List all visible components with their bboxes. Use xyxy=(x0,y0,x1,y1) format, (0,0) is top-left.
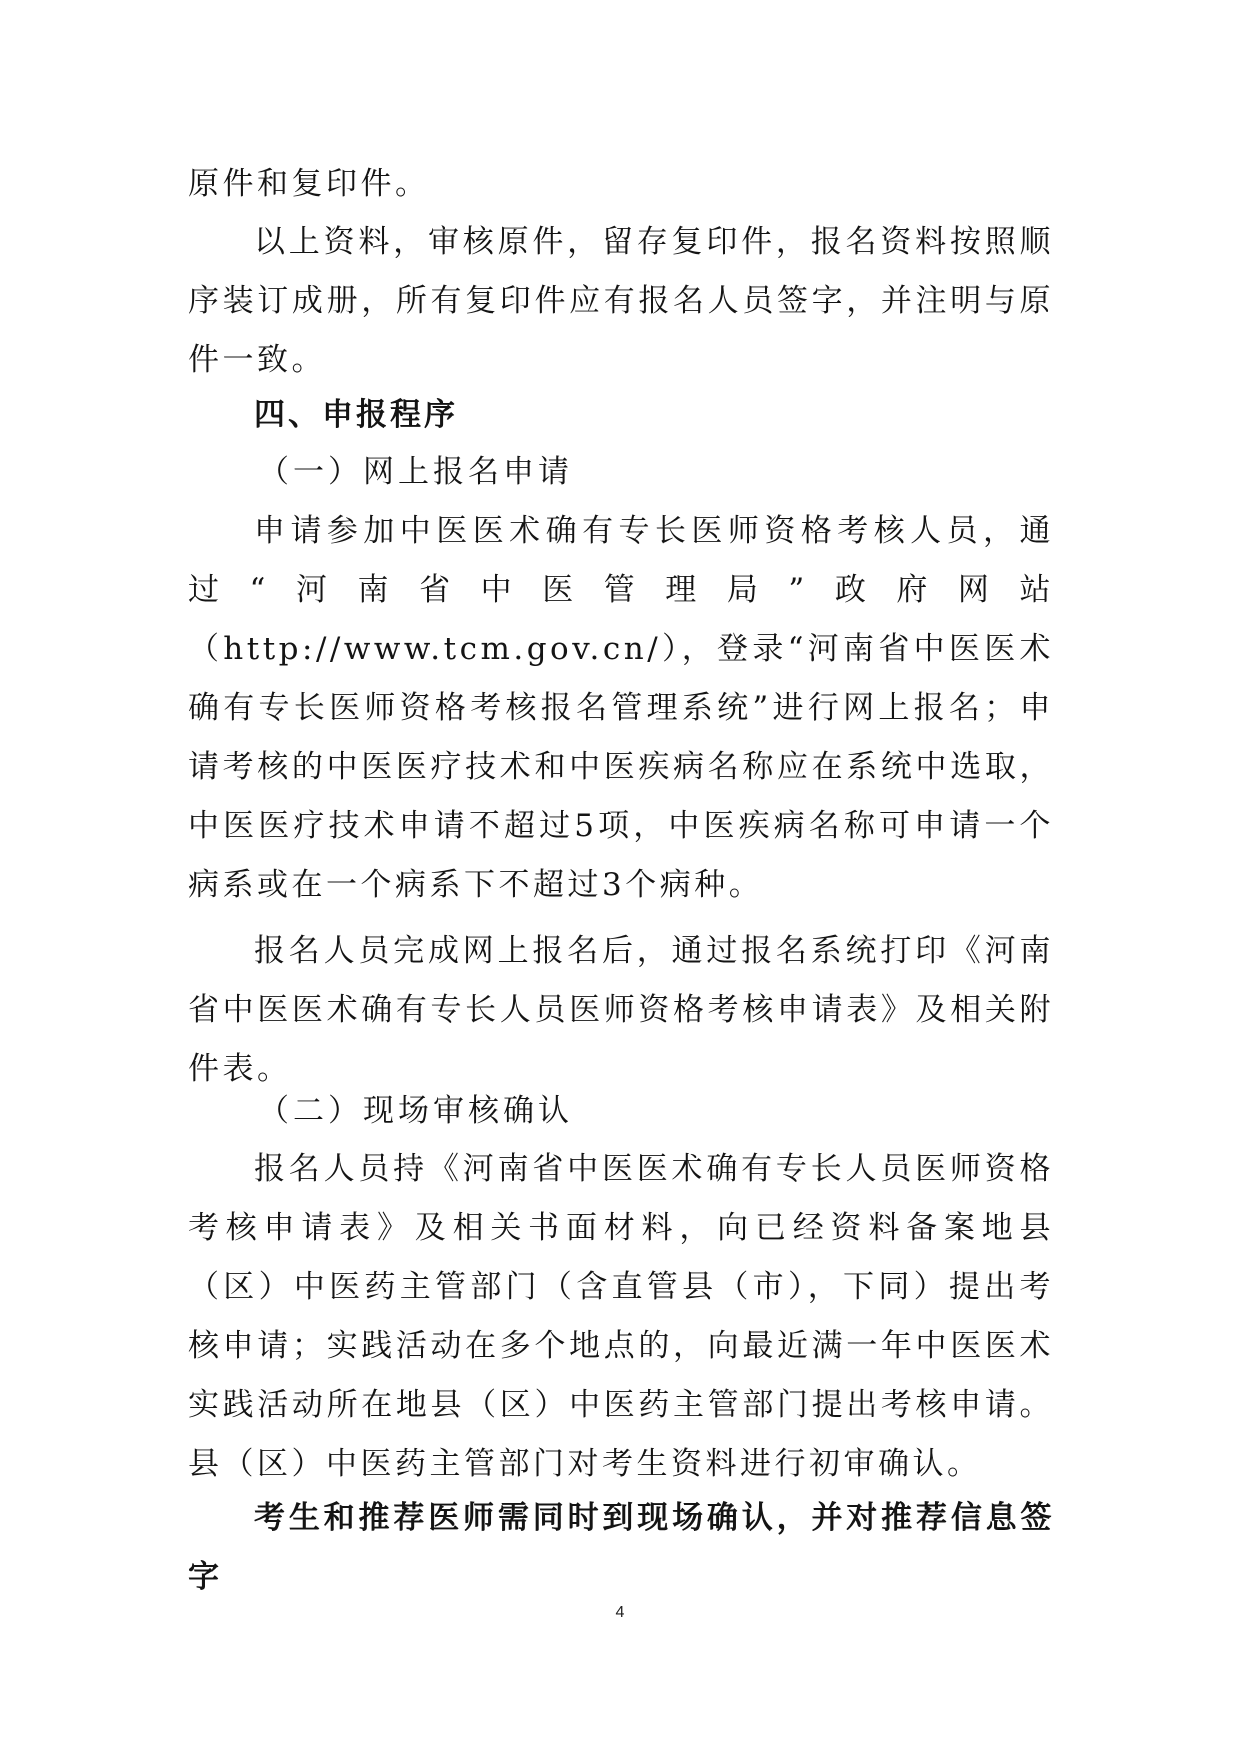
paragraph-text: 报名人员完成网上报名后，通过报名系统打印《河南省中医医术确有专长人员医师资格考核申请表》及相关附件表。 xyxy=(188,933,1054,1087)
subsection-title-onsite-review: （二）现场审核确认 xyxy=(258,1093,573,1129)
paragraph-review-materials xyxy=(188,213,1054,390)
paragraph-online-registration xyxy=(188,502,1054,915)
paragraph-text: 以上资料，审核原件，留存复印件，报名资料按照顺序装订成册，所有复印件应有报名人员签字，并注明与原件一致。 xyxy=(188,224,1054,378)
paragraph-text: 申请参加中医医术确有专长医师资格考核人员，通过“河南省中医管理局”政府网站（http://www.tcm.gov.cn/），登录“河南省中医医术确有专长医师资格考核报名管理系统”进行网上报名；申请考核的中医医疗技术和中医疾病名称应在系统中选取，中医医疗技术申请不超过5项，中医疾病名称可申请一个病系或在一个病系下不超过3个病种。 xyxy=(188,513,1054,903)
page-number: 4 xyxy=(615,1604,625,1621)
paragraph-onsite-review xyxy=(188,1140,1054,1494)
paragraph-text: 原件和复印件。 xyxy=(188,166,430,202)
paragraph-print-application xyxy=(188,922,1054,1099)
subsection-title-online-registration: （一）网上报名申请 xyxy=(258,454,573,490)
paragraph-original-copies xyxy=(188,155,1054,214)
paragraph-bold-confirmation xyxy=(188,1489,1054,1607)
section-heading: 四、申报程序 xyxy=(254,397,458,433)
paragraph-text: 报名人员持《河南省中医医术确有专长人员医师资格考核申请表》及相关书面材料，向已经资料备案地县（区）中医药主管部门（含直管县（市），下同）提出考核申请；实践活动在多个地点的，向最近满一年中医医术实践活动所在地县（区）中医药主管部门提出考核申请。县（区）中医药主管部门对考生资料进行初审确认。 xyxy=(188,1151,1054,1482)
paragraph-text: 考生和推荐医师需同时到现场确认，并对推荐信息签字 xyxy=(188,1500,1054,1595)
